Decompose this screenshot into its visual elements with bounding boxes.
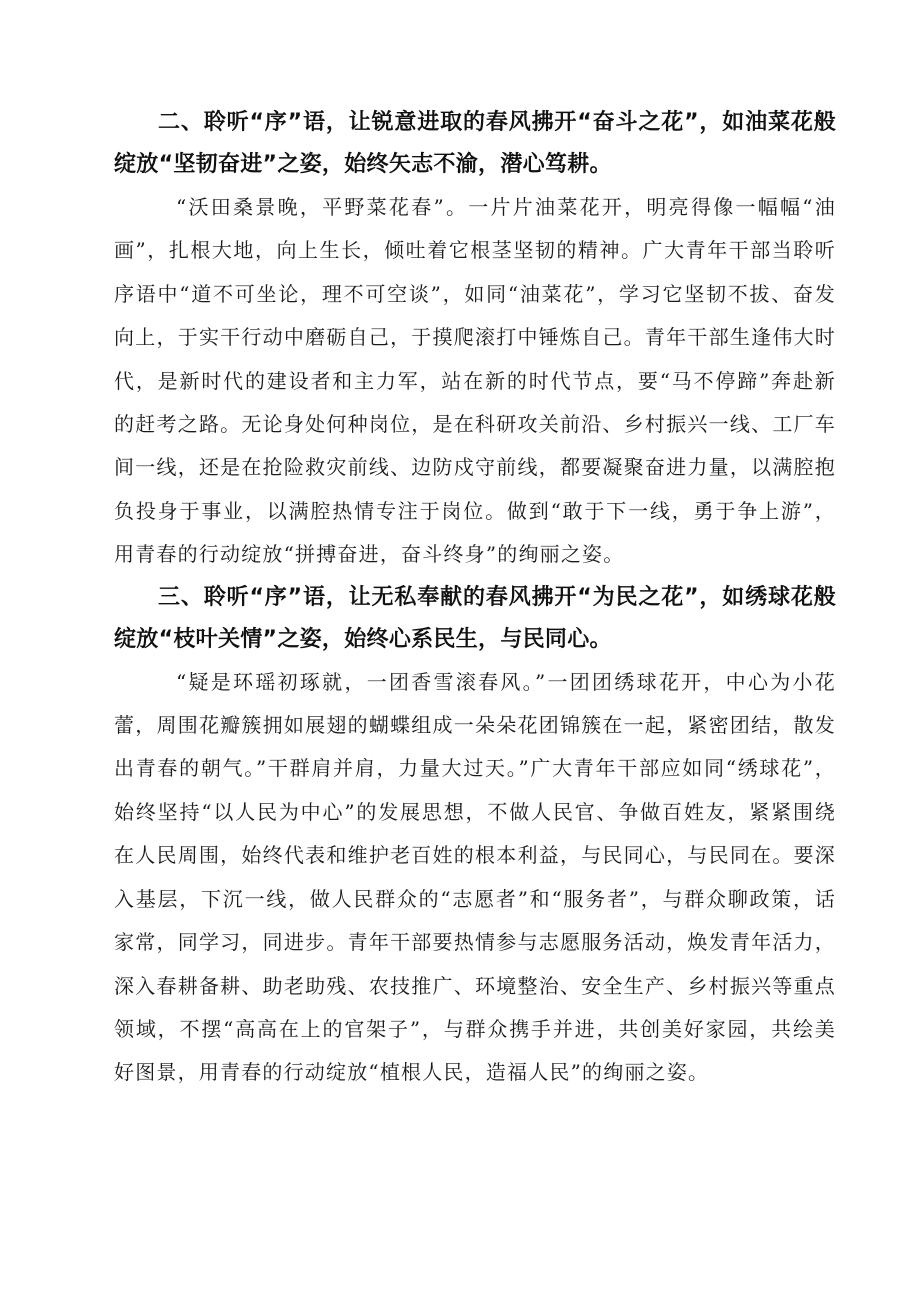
section-3-body: “疑是环瑶初琢就，一团香雪滚春风。”一团团绣球花开，中心为小花蕾，周围花瓣簇拥如展翅的蝴蝶组成一朵朵花团锦簇在一起，紧密团结，散发出青春的朝气。”干群肩并肩，力量大过天。”广大青年干部应如同“绣球花”，始终坚持“以人民为中心”的发展思想，不做人民官、争做百姓友，紧紧围绕在人民周围，始终代表和维护老百姓的根本利益，与民同心，与民同在。要深入基层，下沉一线，做人民群众的“志愿者”和“服务者”，与群众聊政策，话家常，同学习，同进步。青年干部要热情参与志愿服务活动，焕发青年活力，深入春耕备耕、助老助残、农技推广、环境整治、安全生产、乡村振兴等重点领域，不摆“高高在上的官架子”，与群众携手并进，共创美好家园，共绘美好图景，用青春的行动绽放“植根人民，造福人民”的绚丽之姿。 [114,669,836,1085]
section-2-body: “沃田桑景晚，平野菜花春”。一片片油菜花开，明亮得像一幅幅“油画”，扎根大地，向上生长，倾吐着它根茎坚韧的精神。广大青年干部当聆听序语中“道不可坐论，理不可空谈”，如同“油菜花”，学习它坚韧不拔、奋发向上，于实干行动中磨砺自己，于摸爬滚打中锤炼自己。青年干部生逢伟大时代，是新时代的建设者和主力军，站在新的时代节点，要“马不停蹄”奔赴新的赶考之路。无论身处何种岗位，是在科研攻关前沿、乡村振兴一线、工厂车间一线，还是在抢险救灾前线、边防戍守前线，都要凝聚奋进力量，以满腔抱负投身于事业，以满腔热情专注于岗位。做到“敢于下一线，勇于争上游”，用青春的行动绽放“拼搏奋进，奋斗终身”的绚丽之姿。 [114,195,836,567]
section-2-heading: 二、聆听“序”语，让锐意进取的春风拂开“奋斗之花”，如油菜花般绽放“坚韧奋进”之姿，始终矢志不渝，潜心笃耕。 [114,110,836,177]
document-content [114,102,836,1095]
section-3-heading: 三、聆听“序”语，让无私奉献的春风拂开“为民之花”，如绣球花般绽放“枝叶关情”之姿，始终心系民生，与民同心。 [114,584,836,652]
